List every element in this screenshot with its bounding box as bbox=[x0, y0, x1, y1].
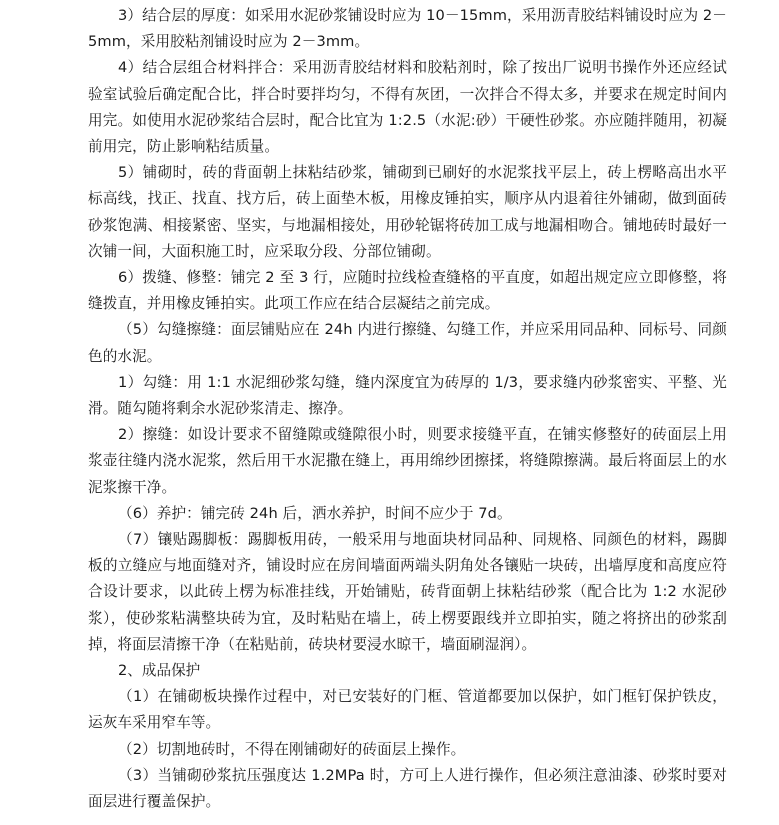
paragraph-joint-adjusting: 6）拨缝、修整：铺完 2 至 3 行，应随时拉线检查缝格的平直度，如超出规定应立即修整，将缝拨直，并用橡皮锤拍实。此项工作应在结合层凝结之前完成。 bbox=[88, 269, 727, 313]
paragraph-joint-wiping: 2）擦缝：如设计要求不留缝隙或缝隙很小时，则要求接缝平直，在铺实修整好的砖面层上用浆壶往缝内浇水泥浆，然后用干水泥撒在缝上，再用绵纱团擦揉，将缝隙擦满。最后将面层上的水泥浆擦干净。 bbox=[88, 426, 727, 496]
paragraph-bonding-material-mixing: 4）结合层组合材料拌合：采用沥青胶结材料和胶粘剂时，除了按出厂说明书操作外还应经试验室试验后确定配合比，拌合时要拌均匀，不得有灰团，一次拌合不得太多，并要求在规定时间内用完。如使用水泥砂浆结合层时，配合比宜为 1:2.5（水泥:砂）干硬性砂浆。亦应随拌随用，初凝前用完，防止影响粘结质量。 bbox=[88, 59, 727, 156]
paragraph-tile-laying: 5）铺砌时，砖的背面朝上抹粘结砂浆，铺砌到已刷好的水泥浆找平层上，砖上楞略高出水平标高线，找正、找直、找方后，砖上面垫木板，用橡皮锤拍实，顺序从内退着往外铺砌，做到面砖砂浆饱满、相接紧密、坚实，与地漏相接处，用砂轮锯将砖加工成与地漏相吻合。铺地砖时最好一次铺一间，大面积施工时，应采取分段、分部位铺砌。 bbox=[88, 164, 727, 260]
paragraph-cutting-tiles: （2）切割地砖时，不得在刚铺砌好的砖面层上操作。 bbox=[118, 740, 466, 758]
paragraph-skirting-board: （7）镶贴踢脚板：踢脚板用砖，一般采用与地面块材同品种、同规格、同颜色的材料，踢脚板的立缝应与地面缝对齐，铺设时应在房间墙面两端头阴角处各镶贴一块砖，出墙厚度和高度应符合设计要求，以此砖上楞为标准挂线，开始铺贴，砖背面朝上抹粘结砂浆（配合比为 1:2 水泥砂浆），使砂浆粘满整块砖为宜，及时粘贴在墙上，砖上楞要跟线并立即拍实，随之将挤出的砂浆刮掉，将面层清擦干净（在粘贴前，砖块材要浸水晾干，墙面刷湿润）。 bbox=[88, 531, 727, 653]
section-heading-finished-product-protection: 2、成品保护 bbox=[118, 662, 201, 680]
paragraph-mortar-strength: （3）当铺砌砂浆抗压强度达 1.2MPa 时，方可上人进行操作，但必须注意油漆、砂浆时要对面层进行覆盖保护。 bbox=[88, 766, 727, 811]
paragraph-curing: （6）养护：铺完砖 24h 后，洒水养护，时间不应少于 7d。 bbox=[118, 504, 512, 522]
paragraph-pointing: 1）勾缝：用 1:1 水泥细砂浆勾缝，缝内深度宜为砖厚的 1/3，要求缝内砂浆密实、平整、光滑。随勾随将剩余水泥砂浆清走、擦净。 bbox=[88, 373, 727, 418]
paragraph-pointing-and-wiping: （5）勾缝擦缝：面层铺贴应在 24h 内进行擦缝、勾缝工作，并应采用同品种、同标号、同颜色的水泥。 bbox=[88, 321, 727, 365]
paragraph-protection-during-laying: （1）在铺砌板块操作过程中，对已安装好的门框、管道都要加以保护，如门框钉保护铁皮，运灰车采用窄车等。 bbox=[88, 688, 727, 732]
paragraph-bonding-layer-thickness: 3）结合层的厚度：如采用水泥砂浆铺设时应为 10－15mm，采用沥青胶结料铺设时应为 2－5mm，采用胶粘剂铺设时应为 2－3mm。 bbox=[88, 7, 727, 51]
